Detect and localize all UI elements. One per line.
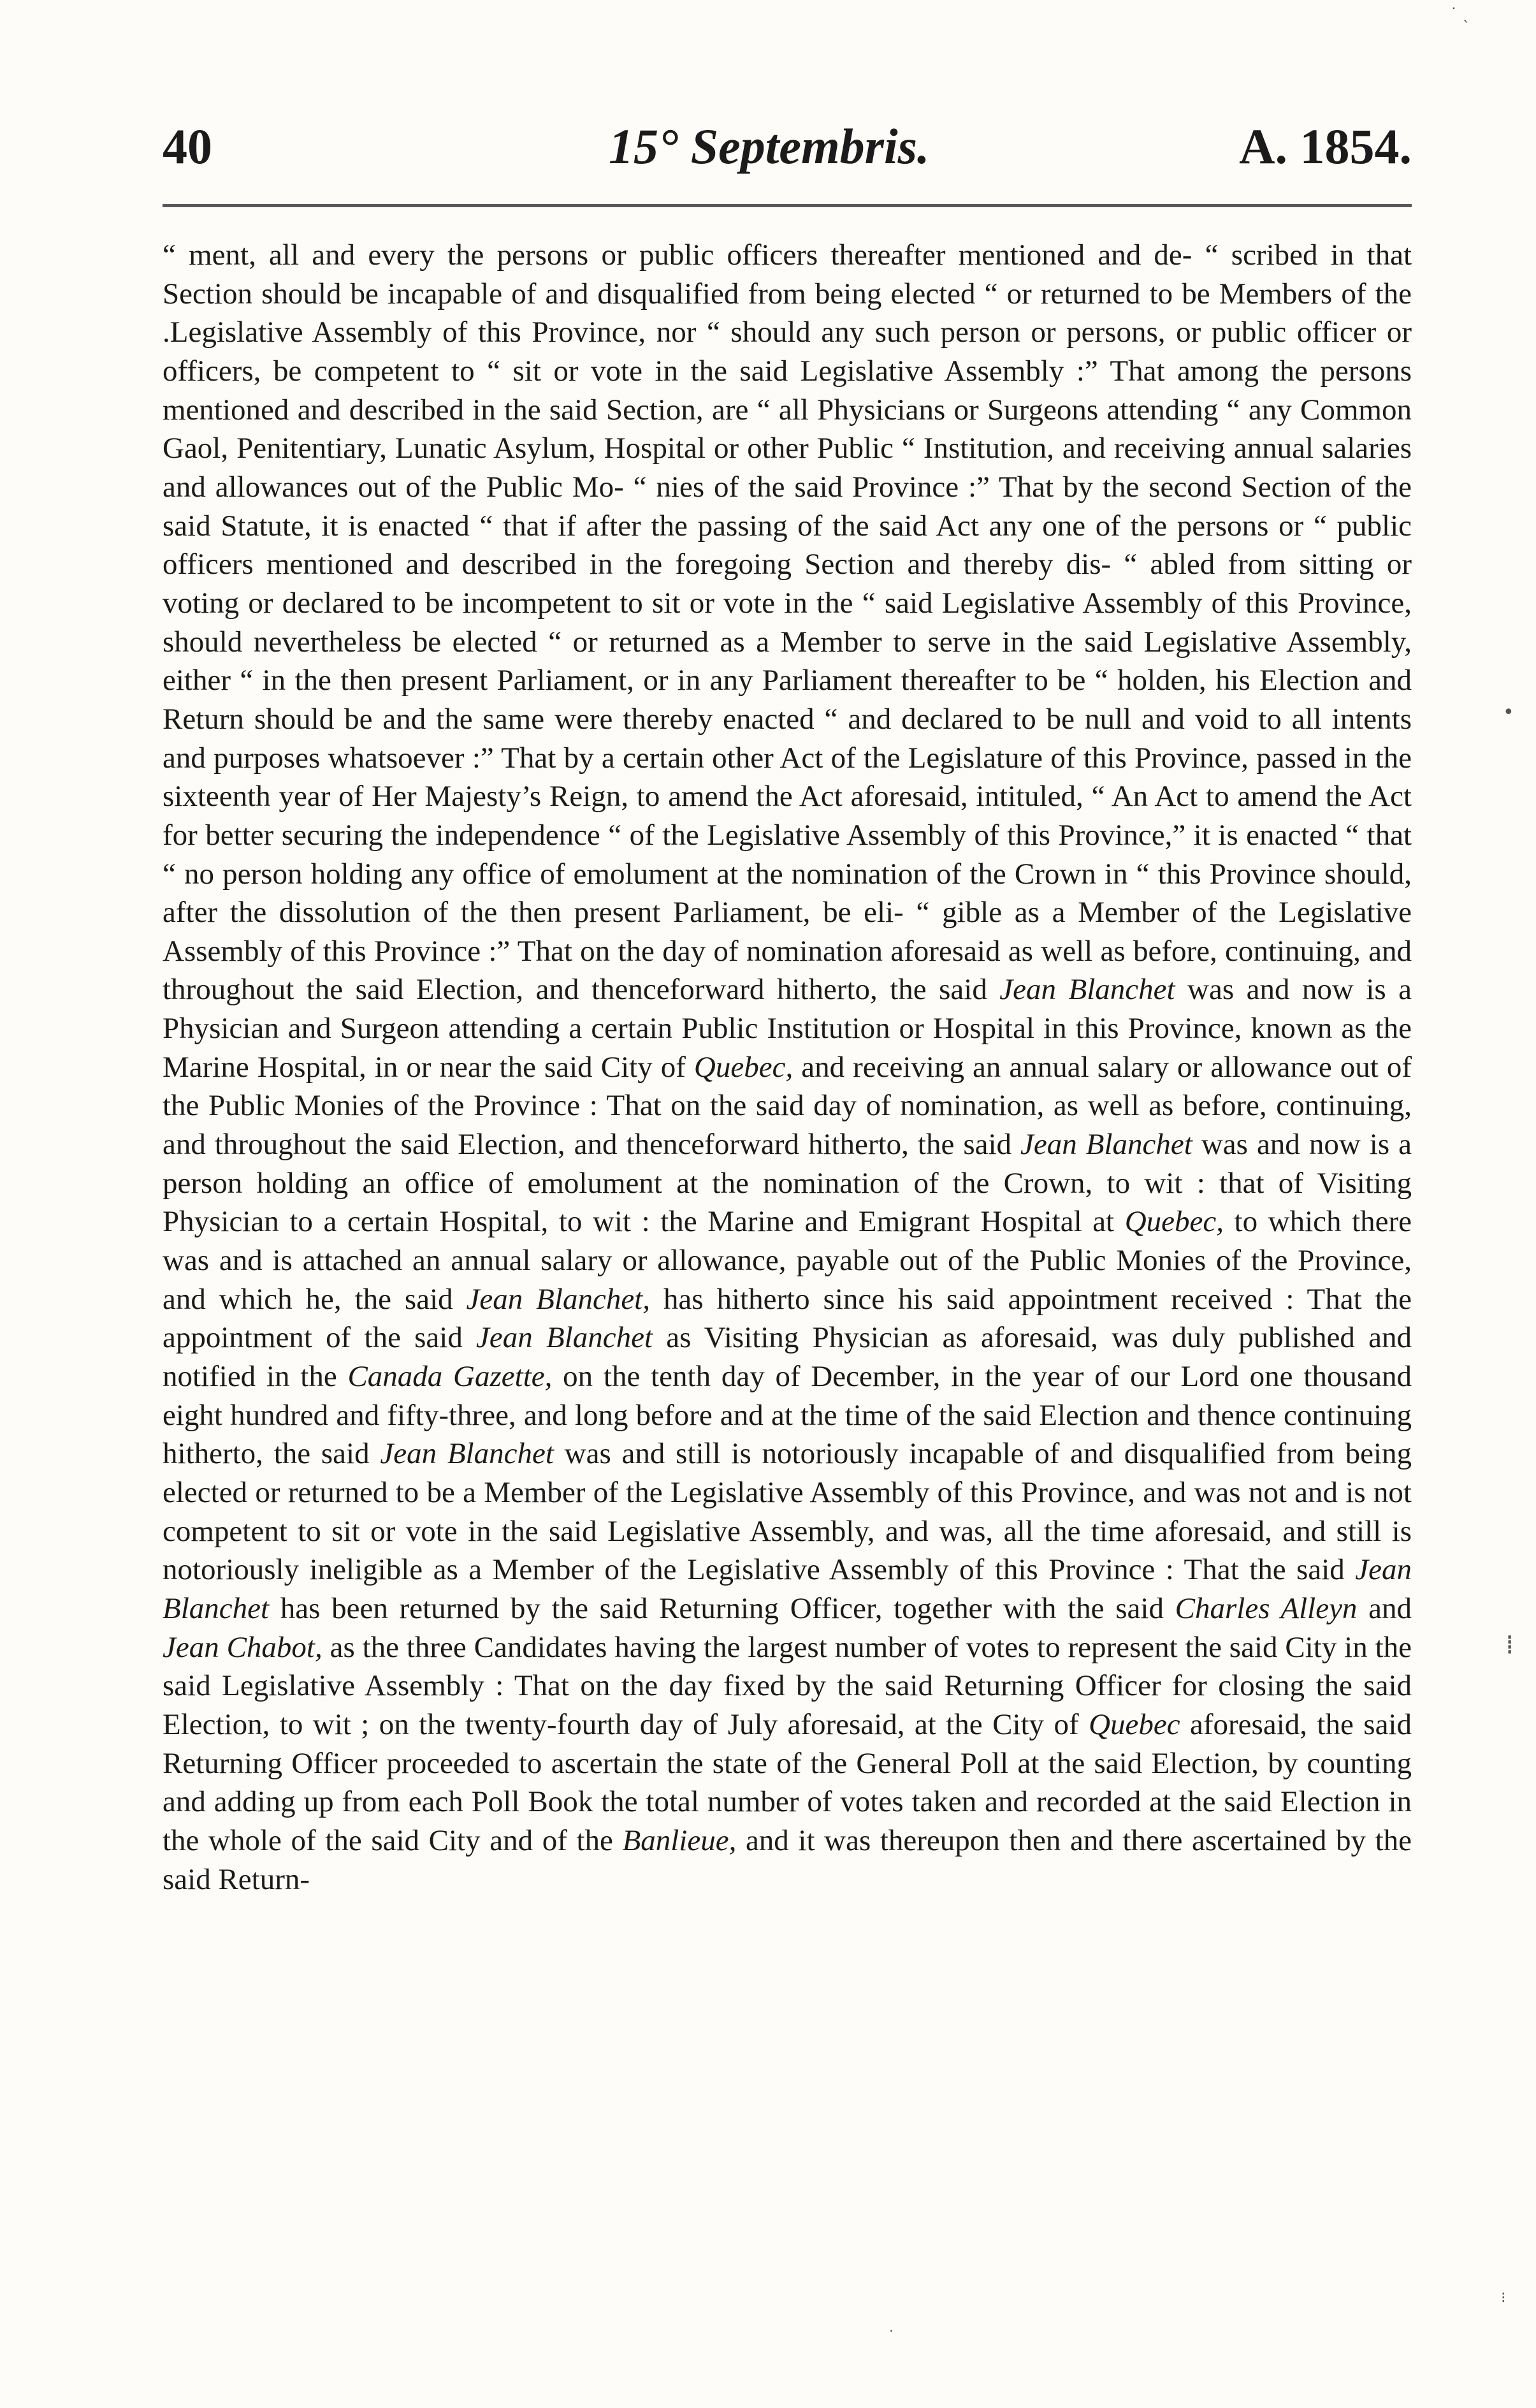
bottom-center-margin-mark: · xyxy=(889,2324,894,2340)
body-segment-23: as the three Candidates having the largest number of votes to represent the said City in the said Legislative Assembly : That on the day fixed by the said Returning Officer for closing the said Election, to wit ; on the twenty-fourth day of July aforesaid, at the City of xyxy=(163,1630,1412,1741)
top-right-margin-mark: ˙ ˎ xyxy=(1450,5,1470,23)
header-rule xyxy=(163,204,1412,207)
body-segment-8: Quebec, xyxy=(1124,1205,1224,1239)
body-segment-9: to which there was and is attached an annual salary or allowance, payable out of the Public Monies of the Province, and which he, the said xyxy=(163,1205,1412,1316)
body-segment-3: was and now is a Physician and Surgeon attending a certain Public Institution or Hospital in this Province, known as the Marine Hospital, in or near the said City of xyxy=(163,973,1412,1084)
body-segment-24: Quebec xyxy=(1089,1707,1180,1741)
body-segment-17: was and still is notoriously incapable of and disqualified from being elected or returned to be a Member of the Legislative Assembly of this Province, and was not and is not competent to sit or vote in the said Legislative Assembly, and was, all the time aforesaid, and still is notoriously ineligible as a Member of the Legislative Assembly of this Province : That the said xyxy=(163,1437,1412,1587)
body-segment-20: Charles Alleyn xyxy=(1175,1591,1358,1625)
body-segment-21: and xyxy=(1357,1591,1412,1625)
body-segment-25: aforesaid, the said Returning Officer proceeded to ascertain the state of the General Poll at the said Election, by counting and adding up from each Poll Book the total number of votes taken and recorded at the said Election in the whole of the said City and of the xyxy=(163,1707,1412,1857)
body-segment-14: Canada Gazette, xyxy=(347,1360,553,1394)
body-segment-11: has hitherto since his said appointment received : That the appointment of the said xyxy=(163,1282,1412,1355)
body-segment-10: Jean Blanchet, xyxy=(466,1282,650,1316)
right-margin-mark: • xyxy=(1503,701,1514,724)
running-header xyxy=(163,108,1412,185)
body-segment-26: Banlieue, xyxy=(622,1823,737,1857)
header-date: 15° Septembris. xyxy=(609,119,930,174)
page-number: 40 xyxy=(163,119,212,174)
body-segment-5: and receiving an annual salary or allowance out of the Public Monies of the Province : That on the said day of nomination, as well as before, continuing, and throughout the said Election, and thenceforward hitherto, the said xyxy=(163,1050,1412,1162)
body-segment-15: on the tenth day of December, in the year of our Lord one thousand eight hundred and fifty-three, and long before and at the time of the said Election and thence continuing hitherto, the said xyxy=(163,1360,1412,1471)
body-text xyxy=(163,236,1412,1899)
body-segment-6: Jean Blanchet xyxy=(1020,1128,1192,1162)
body-segment-4: Quebec, xyxy=(693,1050,793,1084)
right-margin-mark: ⁞ xyxy=(1505,1629,1514,1660)
body-segment-19: has been returned by the said Returning Officer, together with the said xyxy=(269,1591,1175,1625)
body-segment-7: was and now is a person holding an office of emolument at the nomination of the Crown, to wit : that of Visiting Physician to a certain Hospital, to wit : the Marine and Emigrant Hospital at xyxy=(163,1128,1412,1239)
body-segment-13: as Visiting Physician as aforesaid, was duly published and notified in the xyxy=(163,1321,1412,1394)
header-year: A. 1854. xyxy=(1239,119,1412,174)
body-segment-18: Jean Blanchet xyxy=(163,1553,1412,1625)
body-segment-12: Jean Blanchet xyxy=(476,1321,653,1355)
body-segment-2: Jean Blanchet xyxy=(999,973,1175,1007)
bottom-right-margin-mark: ⁝ xyxy=(1501,2289,1506,2307)
body-segment-27: and it was thereupon then and there ascertained by the said Return- xyxy=(163,1823,1412,1896)
body-segment-22: Jean Chabot, xyxy=(163,1630,322,1664)
body-segment-1: “ ment, all and every the persons or public officers thereafter mentioned and de- “ scribed in that Section should be incapable of and disqualified from being elected “ or returned to be Members of the .Legislative Assembly of this Province, nor “ should any such person or persons, or public officer or officers, be competent to “ sit or vote in the said Legislative Assembly :” That among the persons mentioned and described in the said Section, are “ all Physicians or Surgeons attending “ any Common Gaol, Penitentiary, Lunatic Asylum, Hospital or other Public “ Institution, and receiving annual salaries and allowances out of the Public Mo- “ nies of the said Province :” That by the second Section of the said Statute, it is enacted “ that if after the passing of the said Act any one of the persons or “ public officers mentioned and described in the foregoing Section and thereby dis- “ abled from sitting or voting or declared to be incompetent to sit or vote in the “ said Legislative Assembly of this Province, should nevertheless be elected “ or returned as a Member to serve in the said Legislative Assembly, either “ in the then present Parliament, or in any Parliament thereafter to be “ holden, his Election and Return should be and the same were thereby enacted “ and declared to be null and void to all intents and purposes whatsoever :” That by a certain other Act of the Legislature of this Province, passed in the sixteenth year of Her Majesty’s Reign, to amend the Act aforesaid, intituled, “ An Act to amend the Act for better securing the independence “ of the Legislative Assembly of this Province,” it is enacted “ that “ no person holding any office of emolument at the nomination of the Crown in “ this Province should, after the dissolution of the then present Parliament, be eli- “ gible as a Member of the Legislative Assembly of this Province :” That on the day of nomination aforesaid as well as before, continuing, and throughout the said Election, and thenceforward hitherto, the said xyxy=(163,238,1412,1007)
body-segment-16: Jean Blanchet xyxy=(380,1437,554,1471)
